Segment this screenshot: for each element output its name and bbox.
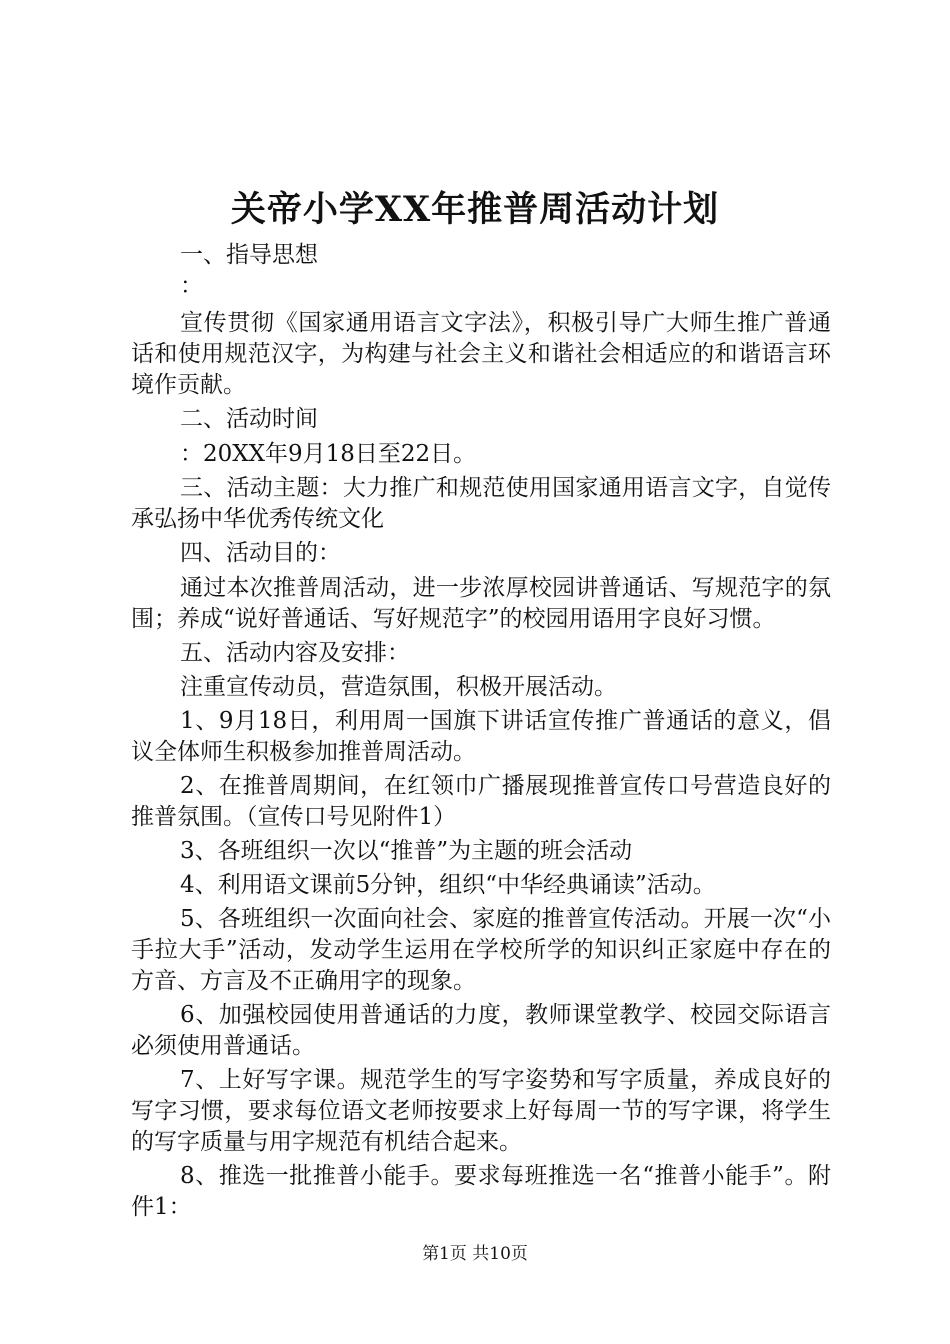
paragraph-colon: ： [180,273,203,299]
paragraph-guiding-thought: 宣传贯彻《国家通用语言文字法》，积极引导广大师生推广普通话和使用规范汉字，为构建与社会主义和谐社会相适应的和谐语言环境作贡献。 [131,310,831,398]
paragraph-activity-time: ：20XX年9月18日至22日。 [180,441,477,467]
paragraph-activity-theme: 三、活动主题：大力推广和规范使用国家通用语言文字，自觉传承弘扬中华优秀传统文化 [131,475,831,532]
paragraph-activity-time-heading: 二、活动时间 [180,406,318,432]
list-item-5: 5、各班组织一次面向社会、家庭的推普宣传活动。开展一次“小手拉大手”活动，发动学生运用在学校所学的知识纠正家庭中存在的方音、方言及不正确用字的现象。 [131,906,831,994]
page-number: 第1页 共10页 [422,1244,528,1264]
list-item-8: 8、推选一批推普小能手。要求每班推选一名“推普小能手”。附件1： [131,1163,831,1220]
paragraph-activity-intro: 注重宣传动员，营造氛围，积极开展活动。 [180,674,617,700]
paragraph-activity-purpose-heading: 四、活动目的： [180,540,341,566]
list-item-3: 3、各班组织一次以“推普”为主题的班会活动 [180,838,633,864]
list-item-6: 6、加强校园使用普通话的力度，教师课堂教学、校园交际语言必须使用普通话。 [131,1002,831,1059]
paragraph-activity-purpose: 通过本次推普周活动，进一步浓厚校园讲普通话、写规范字的氛围；养成“说好普通话、写好规范字”的校园用语用字良好习惯。 [131,575,831,632]
paragraph-activity-content-heading: 五、活动内容及安排： [180,640,410,666]
list-item-1: 1、9月18日，利用周一国旗下讲话宣传推广普通话的意义，倡议全体师生积极参加推普周活动。 [131,708,831,765]
list-item-4: 4、利用语文课前5分钟，组织“中华经典诵读”活动。 [180,872,716,898]
document-body [131,210,831,1223]
list-item-7: 7、上好写字课。规范学生的写字姿势和写字质量，养成良好的写字习惯，要求每位语文老师按要求上好每周一节的写字课，将学生的写字质量与用字规范有机结合起来。 [131,1067,831,1155]
document-title: 关帝小学XX年推普周活动计划 [230,189,720,230]
list-item-2: 2、在推普周期间，在红领巾广播展现推普宣传口号营造良好的推普氛围。（宣传口号见附件1） [131,773,831,830]
paragraph-guiding-thought-heading: 一、指导思想 [180,242,318,268]
